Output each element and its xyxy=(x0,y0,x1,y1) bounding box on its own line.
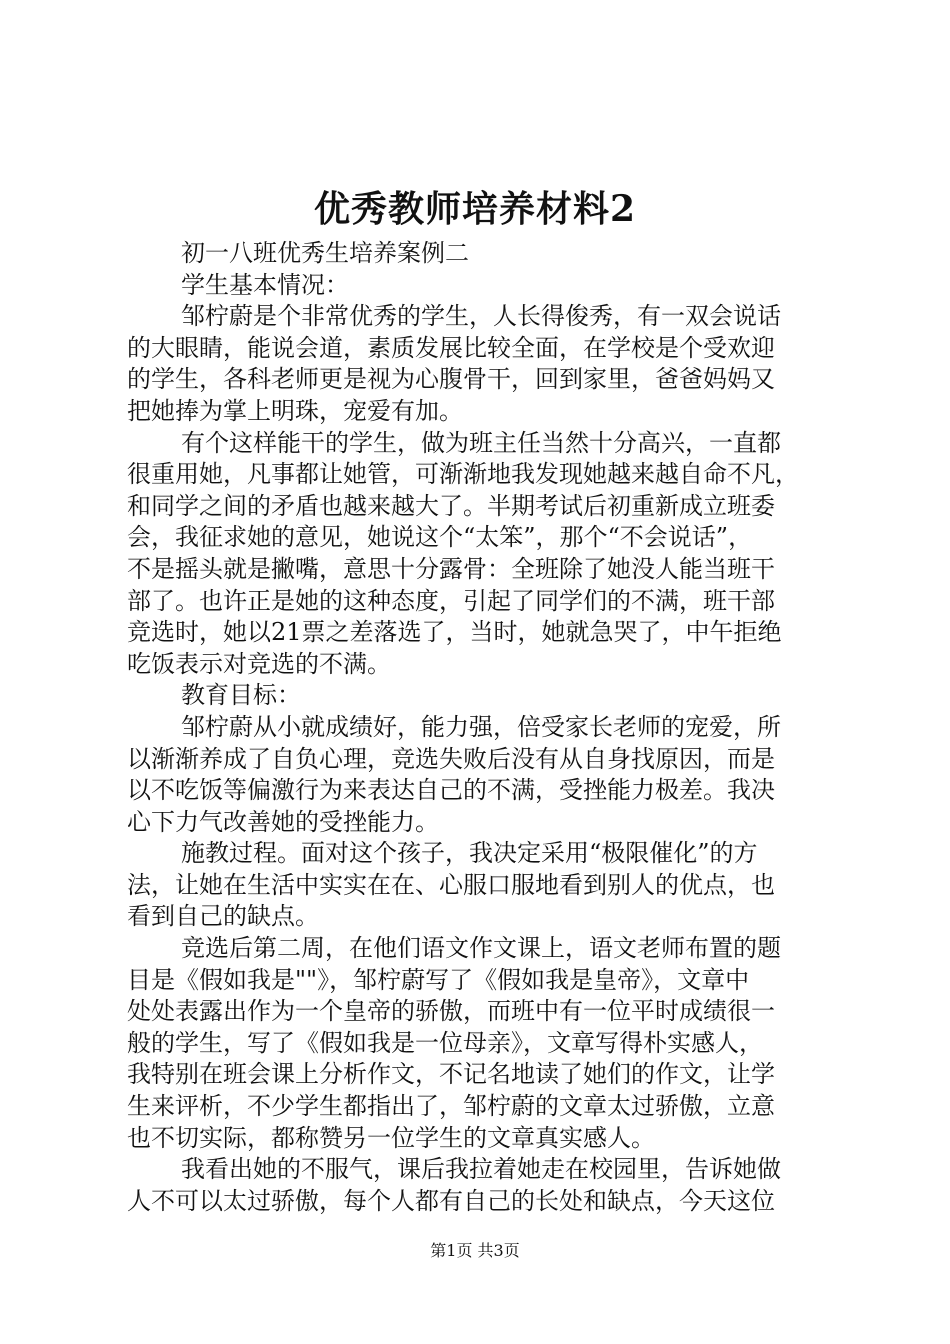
text-line: 教育目标： xyxy=(181,681,301,710)
text-line: 施教过程。面对这个孩子，我决定采用“极限催化”的方 xyxy=(181,839,758,868)
text-line: 会，我征求她的意见，她说这个“太笨”，那个“不会说话”， xyxy=(127,523,753,552)
text-line: 学生基本情况： xyxy=(181,270,349,299)
document-title: 优秀教师培养材料2 xyxy=(313,188,637,230)
text-line: 的学生，各科老师更是视为心腹骨干，回到家里，爸爸妈妈又 xyxy=(127,365,775,394)
text-line: 吃饭表示对竞选的不满。 xyxy=(127,649,391,678)
text-line: 不是摇头就是撇嘴，意思十分露骨：全班除了她没人能当班干 xyxy=(127,554,775,583)
text-line: 部了。也许正是她的这种态度，引起了同学们的不满，班干部 xyxy=(127,586,775,615)
text-line: 处处表露出作为一个皇帝的骄傲，而班中有一位平时成绩很一 xyxy=(127,997,775,1026)
text-line: 我看出她的不服气，课后我拉着她走在校园里，告诉她做 xyxy=(181,1155,781,1184)
text-line: 法，让她在生活中实实在在、心服口服地看到别人的优点，也 xyxy=(127,870,775,899)
text-line: 初一八班优秀生培养案例二 xyxy=(181,239,469,267)
text-line: 我特别在班会课上分析作文，不记名地读了她们的作文，让学 xyxy=(127,1060,775,1089)
text-line: 把她捧为掌上明珠，宠爱有加。 xyxy=(127,396,463,425)
text-line: 心下力气改善她的受挫能力。 xyxy=(127,807,439,836)
text-line: 目是《假如我是""》，邹柠蔚写了《假如我是皇帝》，文章中 xyxy=(127,965,750,994)
text-line: 看到自己的缺点。 xyxy=(127,902,319,931)
text-line: 邹柠蔚是个非常优秀的学生，人长得俊秀，有一双会说话 xyxy=(181,302,781,331)
text-line: 和同学之间的矛盾也越来越大了。半期考试后初重新成立班委 xyxy=(127,491,775,520)
text-line: 以渐渐养成了自负心理，竞选失败后没有从自身找原因，而是 xyxy=(127,744,775,773)
text-line: 的大眼睛，能说会道，素质发展比较全面，在学校是个受欢迎 xyxy=(127,333,775,362)
text-line: 邹柠蔚从小就成绩好，能力强，倍受家长老师的宠爱，所 xyxy=(181,712,781,741)
text-line: 竞选后第二周，在他们语文作文课上，语文老师布置的题 xyxy=(181,934,781,963)
text-line: 也不切实际，都称赞另一位学生的文章真实感人。 xyxy=(127,1123,655,1152)
document-body xyxy=(127,238,833,1217)
text-line: 般的学生，写了《假如我是一位母亲》，文章写得朴实感人， xyxy=(127,1028,763,1057)
page-footer: 第1页 共3页 xyxy=(430,1241,520,1260)
text-line: 生来评析，不少学生都指出了，邹柠蔚的文章太过骄傲，立意 xyxy=(127,1092,775,1121)
text-line: 有个这样能干的学生，做为班主任当然十分高兴，一直都 xyxy=(181,428,781,457)
text-line: 以不吃饭等偏激行为来表达自己的不满，受挫能力极差。我决 xyxy=(127,776,775,805)
text-line: 很重用她，凡事都让她管，可渐渐地我发现她越来越自命不凡， xyxy=(127,460,799,489)
text-line: 竞选时，她以21票之差落选了，当时，她就急哭了，中午拒绝 xyxy=(127,618,782,647)
text-line: 人不可以太过骄傲，每个人都有自己的长处和缺点，今天这位 xyxy=(127,1186,775,1215)
